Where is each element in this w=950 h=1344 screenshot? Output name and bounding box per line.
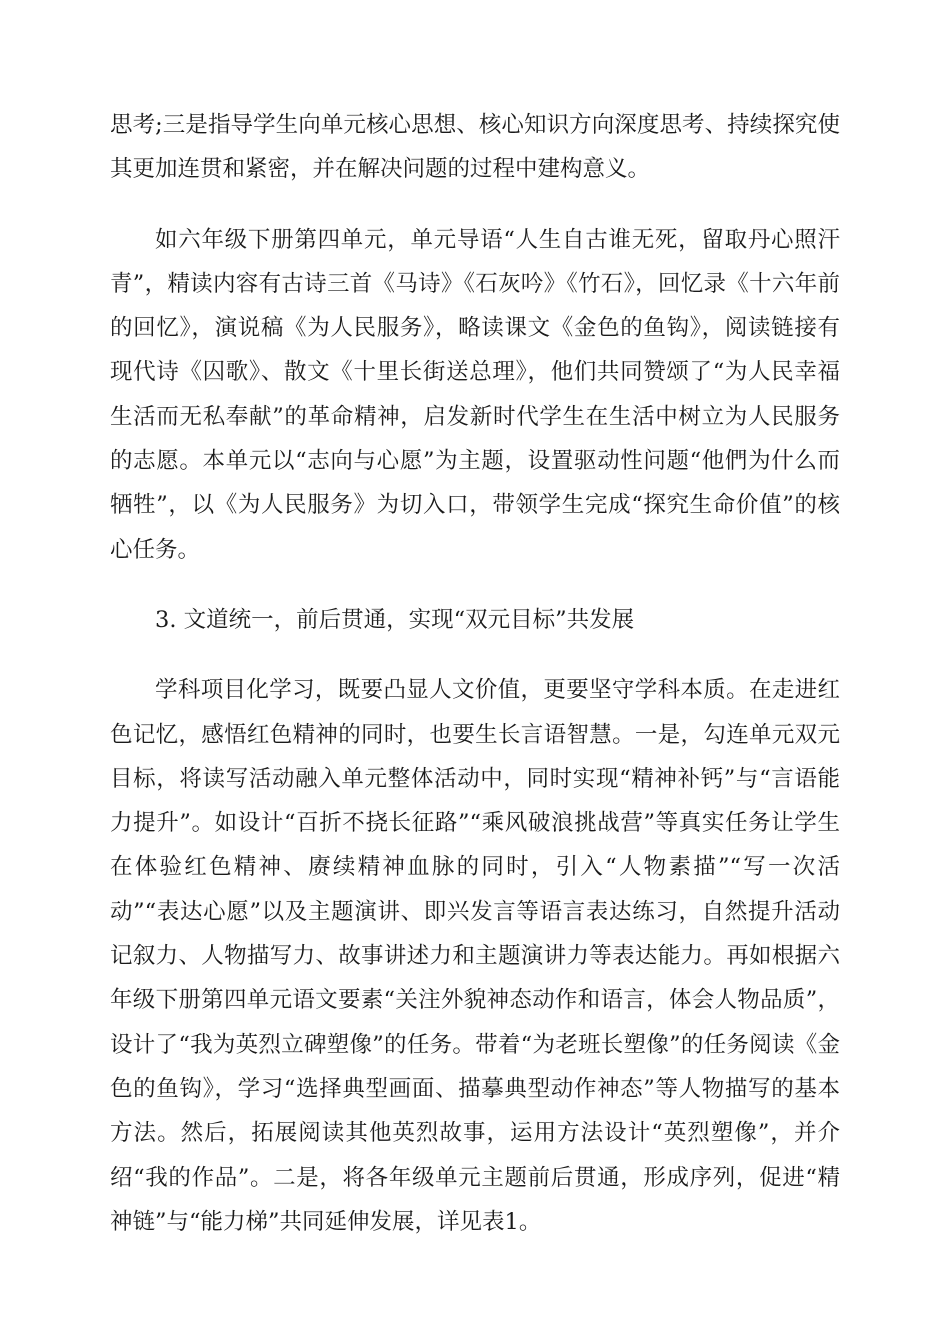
section-heading: 3. 文道统一，前后贯通，实现“双元目标”共发展: [155, 606, 635, 633]
paragraph-unit-example: 如六年级下册第四单元，单元导语“人生自古谁无死，留取丹心照汗青”，精读内容有古诗三首《马诗》《石灰吟》《竹石》，回忆录《十六年前的回忆》，演说稿《为人民服务》，略读课文《金色的鱼钩》，阅读链接有现代诗《囚歌》、散文《十里长街送总理》，他们共同赞颂了“为人民幸福生活而无私奉献”的革命精神，启发新时代学生在生活中树立为人民服务的志愿。本单元以“志向与心愿”为主题，设置驱动性问题“他們为什么而牺牲”，以《为人民服务》为切入口，带领学生完成“探究生命价值”的核心任务。: [110, 226, 840, 563]
paragraph-dual-goals: 学科项目化学习，既要凸显人文价值，更要坚守学科本质。在走进红色记忆，感悟红色精神的同时，也要生长言语智慧。一是，勾连单元双元目标，将读写活动融入单元整体活动中，同时实现“精神补钙”与“言语能力提升”。如设计“百折不挠长征路”“乘风破浪挑战营”等真实任务让学生在体验红色精神、赓续精神血脉的同时，引入“人物素描”“写一次活动”“表达心愿”以及主题演讲、即兴发言等语言表达练习，自然提升活动记叙力、人物描写力、故事讲述力和主题演讲力等表达能力。再如根据六年级下册第四单元语文要素“关注外貌神态动作和语言，体会人物品质”，设计了“我为英烈立碑塑像”的任务。带着“为老班长塑像”的任务阅读《金色的鱼钩》，学习“选择典型画面、描摹典型动作神态”等人物描写的基本方法。然后，拓展阅读其他英烈故事，运用方法设计“英烈塑像”，并介绍“我的作品”。二是，将各年级单元主题前后贯通，形成序列，促进“精神链”与“能力梯”共同延伸发展，详见表1。: [110, 677, 840, 1235]
paragraph-continuation: 思考;三是指导学生向单元核心思想、核心知识方向深度思考、持续探究使其更加连贯和紧密，并在解决问题的过程中建构意义。: [110, 112, 840, 183]
document-page: [110, 103, 840, 1244]
